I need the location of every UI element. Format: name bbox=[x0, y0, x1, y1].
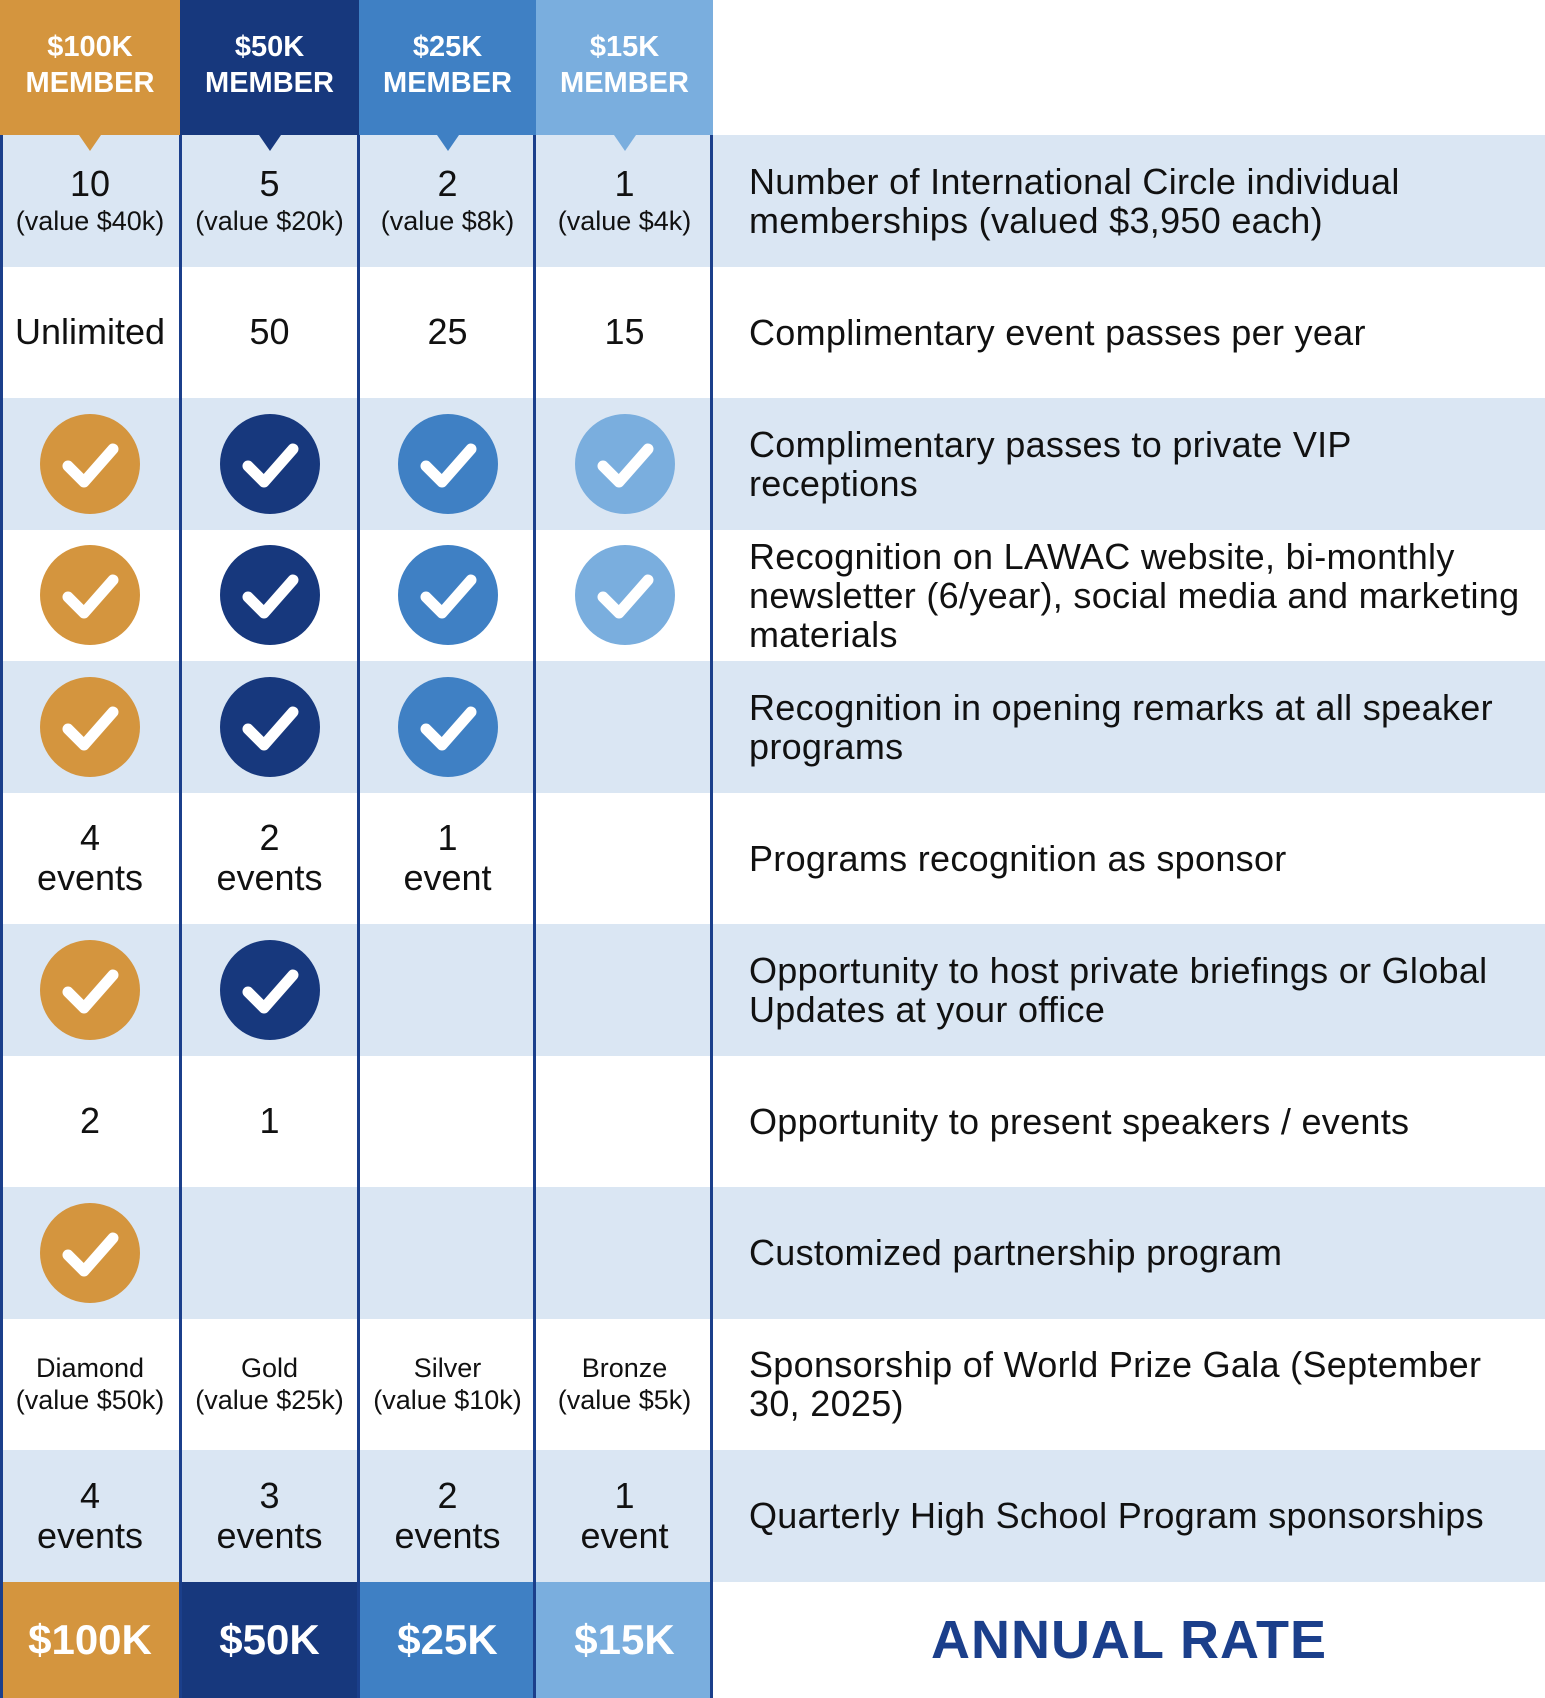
tier-header-label: MEMBER bbox=[383, 66, 512, 99]
benefit-value: 3 bbox=[259, 1474, 280, 1516]
benefit-cell bbox=[180, 793, 359, 925]
column-divider bbox=[179, 135, 182, 1698]
benefit-cell bbox=[359, 1450, 536, 1582]
benefit-description-text: Recognition in opening remarks at all speaker programs bbox=[749, 686, 1493, 767]
benefit-value: Bronze bbox=[581, 1353, 668, 1384]
benefit-value-note: (value $25k) bbox=[195, 1385, 344, 1416]
benefit-cell bbox=[359, 1056, 536, 1188]
benefit-cell bbox=[359, 530, 536, 662]
column-divider bbox=[357, 135, 360, 1698]
benefit-cell bbox=[180, 530, 359, 662]
benefit-value-note: (value $20k) bbox=[195, 205, 344, 236]
benefit-description-text: Programs recognition as sponsor bbox=[749, 837, 1287, 879]
benefit-value-unit: events bbox=[216, 1514, 323, 1556]
benefit-cell bbox=[0, 1319, 180, 1451]
benefit-value-unit: events bbox=[36, 1514, 144, 1556]
benefit-cell bbox=[180, 1319, 359, 1451]
benefit-cell bbox=[536, 924, 713, 1056]
check-circle-icon bbox=[40, 414, 140, 514]
check-circle-icon bbox=[575, 414, 675, 514]
benefit-description bbox=[713, 661, 1545, 793]
annual-rate-label-text: ANNUAL RATE bbox=[931, 1609, 1327, 1670]
benefit-cell bbox=[180, 135, 359, 267]
benefit-value: 2 bbox=[437, 162, 458, 204]
benefit-cell bbox=[180, 661, 359, 793]
benefit-value: Diamond bbox=[35, 1353, 145, 1384]
annual-rate-100k bbox=[0, 1582, 180, 1698]
benefit-description bbox=[713, 1187, 1545, 1319]
benefit-description bbox=[713, 1450, 1545, 1582]
benefit-value-note: (value $4k) bbox=[557, 205, 692, 236]
benefit-cell bbox=[536, 1187, 713, 1319]
benefit-description-text: Number of International Circle individual memberships (valued $3,950 each) bbox=[749, 160, 1400, 241]
benefit-description bbox=[713, 1319, 1545, 1451]
check-circle-icon bbox=[40, 1203, 140, 1303]
benefit-description bbox=[713, 924, 1545, 1056]
check-circle-icon bbox=[398, 545, 498, 645]
benefit-value: 4 bbox=[79, 1474, 101, 1516]
benefit-value: 4 bbox=[79, 817, 101, 859]
check-circle-icon bbox=[40, 677, 140, 777]
tier-header-label: MEMBER bbox=[560, 66, 689, 99]
benefit-value: 1 bbox=[614, 162, 635, 204]
benefit-value: 2 bbox=[259, 817, 280, 859]
benefit-cell bbox=[536, 1056, 713, 1188]
tier-header-25k bbox=[359, 0, 536, 135]
benefit-cell bbox=[536, 530, 713, 662]
check-circle-icon bbox=[575, 545, 675, 645]
benefit-value: 1 bbox=[614, 1474, 635, 1516]
benefit-value: Silver bbox=[413, 1353, 482, 1384]
benefit-value-unit: events bbox=[36, 857, 144, 899]
benefit-value-note: (value $50k) bbox=[15, 1385, 165, 1416]
benefit-description-text: Complimentary event passes per year bbox=[749, 311, 1366, 353]
benefit-value: 1 bbox=[437, 817, 458, 859]
check-circle-icon bbox=[220, 545, 320, 645]
benefit-cell bbox=[536, 1450, 713, 1582]
benefit-description bbox=[713, 1056, 1545, 1188]
benefit-cell bbox=[536, 793, 713, 925]
benefit-value: 10 bbox=[69, 162, 111, 204]
benefit-description-text: Customized partnership program bbox=[749, 1232, 1283, 1274]
annual-rate-value: $15K bbox=[574, 1615, 675, 1663]
benefit-value-unit: events bbox=[216, 857, 323, 899]
tier-header-label: MEMBER bbox=[205, 66, 334, 99]
benefit-cell bbox=[536, 398, 713, 530]
benefit-value: 15 bbox=[604, 311, 645, 353]
tier-header-50k bbox=[180, 0, 359, 135]
check-circle-icon bbox=[40, 545, 140, 645]
check-circle-icon bbox=[398, 677, 498, 777]
tier-header-15k bbox=[536, 0, 713, 135]
benefit-cell bbox=[0, 661, 180, 793]
benefit-cell bbox=[359, 793, 536, 925]
annual-rate-label bbox=[713, 1582, 1545, 1698]
benefit-cell bbox=[0, 398, 180, 530]
annual-rate-25k bbox=[359, 1582, 536, 1698]
benefit-value-note: (value $40k) bbox=[15, 205, 165, 236]
benefit-cell bbox=[180, 267, 359, 399]
tier-header-amount: $25K bbox=[412, 30, 483, 63]
benefit-description bbox=[713, 267, 1545, 399]
benefit-cell bbox=[0, 1056, 180, 1188]
benefit-description-text: Opportunity to present speakers / events bbox=[749, 1100, 1410, 1142]
benefit-value-unit: events bbox=[394, 1514, 501, 1556]
benefit-cell bbox=[359, 398, 536, 530]
annual-rate-value: $50K bbox=[219, 1615, 320, 1663]
benefit-value: 5 bbox=[259, 162, 280, 204]
benefit-value: 2 bbox=[79, 1100, 101, 1142]
benefit-cell bbox=[359, 1319, 536, 1451]
tier-header-amount: $15K bbox=[589, 30, 660, 63]
tier-header-amount: $100K bbox=[47, 30, 133, 63]
benefit-value: 25 bbox=[427, 311, 468, 353]
benefit-cell bbox=[0, 924, 180, 1056]
benefit-value-unit: event bbox=[580, 1514, 669, 1556]
benefit-value-note: (value $8k) bbox=[380, 205, 515, 236]
benefit-value: 1 bbox=[259, 1100, 280, 1142]
check-circle-icon bbox=[40, 940, 140, 1040]
annual-rate-50k bbox=[180, 1582, 359, 1698]
benefit-cell bbox=[0, 1450, 180, 1582]
benefit-description-text: Opportunity to host private briefings or Global Updates at your office bbox=[749, 949, 1488, 1030]
benefit-value: Gold bbox=[240, 1353, 299, 1384]
benefit-cell bbox=[359, 267, 536, 399]
annual-rate-value: $100K bbox=[28, 1615, 152, 1663]
benefit-value: 50 bbox=[249, 311, 290, 353]
column-divider bbox=[710, 135, 713, 1698]
benefit-description-text: Recognition on LAWAC website, bi-monthly newsletter (6/year), social media and marketing materials bbox=[749, 535, 1520, 655]
benefit-cell bbox=[0, 530, 180, 662]
benefit-value-note: (value $10k) bbox=[373, 1385, 522, 1416]
benefit-description bbox=[713, 398, 1545, 530]
benefit-cell bbox=[359, 661, 536, 793]
benefit-cell bbox=[536, 135, 713, 267]
annual-rate-15k bbox=[536, 1582, 713, 1698]
benefit-cell bbox=[180, 1450, 359, 1582]
benefit-cell bbox=[359, 135, 536, 267]
benefit-description-text: Sponsorship of World Prize Gala (September 30, 2025) bbox=[749, 1344, 1482, 1425]
benefit-value: Unlimited bbox=[14, 311, 166, 353]
benefit-description-text: Complimentary passes to private VIP receptions bbox=[749, 423, 1352, 504]
benefit-cell bbox=[536, 267, 713, 399]
tier-header-label: MEMBER bbox=[25, 66, 155, 99]
benefit-value: 2 bbox=[437, 1474, 458, 1516]
benefit-value-note: (value $5k) bbox=[557, 1385, 692, 1416]
tier-header-amount: $50K bbox=[234, 30, 305, 63]
benefit-cell bbox=[180, 1056, 359, 1188]
benefit-cell bbox=[180, 924, 359, 1056]
benefit-cell bbox=[0, 267, 180, 399]
benefit-cell bbox=[359, 924, 536, 1056]
tier-header-100k bbox=[0, 0, 180, 135]
benefit-cell bbox=[0, 793, 180, 925]
check-circle-icon bbox=[220, 677, 320, 777]
benefit-description bbox=[713, 530, 1545, 662]
benefit-cell bbox=[180, 1187, 359, 1319]
column-divider bbox=[533, 135, 536, 1698]
benefit-cell bbox=[536, 661, 713, 793]
benefit-cell bbox=[0, 1187, 180, 1319]
benefit-cell bbox=[359, 1187, 536, 1319]
benefit-value-unit: event bbox=[403, 857, 492, 899]
benefit-cell bbox=[180, 398, 359, 530]
annual-rate-value: $25K bbox=[397, 1615, 498, 1663]
benefit-description bbox=[713, 135, 1545, 267]
check-circle-icon bbox=[398, 414, 498, 514]
check-circle-icon bbox=[220, 414, 320, 514]
benefit-cell bbox=[0, 135, 180, 267]
check-circle-icon bbox=[220, 940, 320, 1040]
benefit-description-text: Quarterly High School Program sponsorships bbox=[749, 1495, 1484, 1537]
benefit-description bbox=[713, 793, 1545, 925]
column-divider bbox=[0, 135, 3, 1698]
benefit-cell bbox=[536, 1319, 713, 1451]
